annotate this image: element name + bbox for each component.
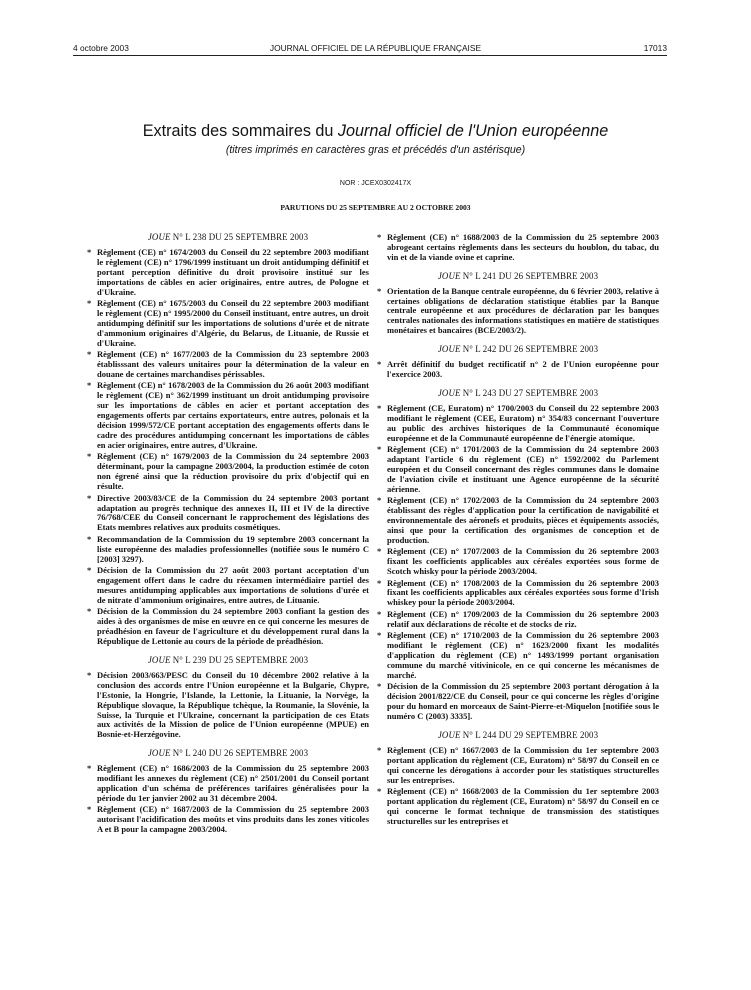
section-heading: [87, 749, 369, 759]
journal-name: JOURNAL OFFICIEL DE LA RÉPUBLIQUE FRANÇAISE: [269, 43, 482, 53]
summary-entry: * Règlement (CE) n° 1710/2003 de la Commission du 26 septembre 2003 modifiant le règlement (CE) n° 1623/2000 fixant les modalités d'application du règlement (CE) n° 1493/1999 portant organisation commune du marché vitivinicole, en ce qui concerne les mécanismes de marché.: [377, 631, 659, 681]
page-title: [0, 121, 751, 141]
section-heading: [87, 656, 369, 666]
summary-entry: * Directive 2003/83/CE de la Commission du 24 septembre 2003 portant adaptation au progrès technique des annexes II, III et IV de la directive 76/768/CEE du Conseil concernant le rapprochement des législations des Etats membres relatives aux produits cosmétiques.: [87, 494, 369, 534]
parutions-heading: PARUTIONS DU 25 SEPTEMBRE AU 2 OCTOBRE 2003: [280, 203, 471, 212]
section-heading: [377, 345, 659, 355]
summary-entry: * Règlement (CE) n° 1687/2003 de la Commission du 25 septembre 2003 autorisant l'acidification des moûts et vins produits dans les zones viticoles A et B pour la campagne 2003/2004.: [87, 805, 369, 835]
summary-entry: * Règlement (CE) n° 1688/2003 de la Commission du 25 septembre 2003 abrogeant certains règlements dans les secteurs du houblon, du tabac, du vin et de la viande ovine et caprine.: [377, 233, 659, 263]
section-journal: JOUE: [147, 655, 171, 665]
section-journal: JOUE: [437, 270, 461, 281]
title-journal: Journal officiel de l'Union européenne: [337, 122, 609, 140]
summary-entry: * Règlement (CE) n° 1674/2003 du Conseil du 22 septembre 2003 modifiant le règlement (CE) n° 1796/1999 instituant un droit antidumping définitif et portant perception définitive du droit provisoire institué sur les importations de câbles en acier originaires, entre autres, de Pologne et d'Ukraine.: [87, 248, 369, 298]
summary-entry: * Règlement (CE) n° 1709/2003 de la Commission du 26 septembre 2003 relatif aux déclarations de récolte et de stocks de riz.: [377, 610, 659, 630]
header-rule: [73, 55, 667, 56]
summary-entry: * Règlement (CE) n° 1708/2003 de la Commission du 26 septembre 2003 fixant les coefficients applicables aux céréales exportées sous forme d'Irish whiskey pour la période 2003/2004.: [377, 579, 659, 609]
summary-entry: * Règlement (CE) n° 1686/2003 de la Commission du 25 septembre 2003 modifiant les annexes du règlement (CE) n° 2501/2001 du Conseil portant application d'un schéma de préférences tarifaires généralisées pour la période du 1er janvier 2002 au 31 décembre 2004.: [87, 764, 369, 804]
section-issue: N° L 244 DU 29 SEPTEMBRE 2003: [460, 730, 599, 741]
page-number: 17013: [643, 43, 667, 53]
summary-entry: * Règlement (CE) n° 1667/2003 de la Commission du 1er septembre 2003 portant application du règlement (CE, Euratom) n° 58/97 du Conseil en ce qui concerne les dérogations à accorder pour les statistiques structurelles sur les entreprises.: [377, 746, 659, 786]
left-column: [87, 233, 369, 837]
summary-entry: * Règlement (CE) n° 1679/2003 de la Commission du 24 septembre 2003 déterminant, pour la campagne 2003/2004, la production estimée de coton non égrené ainsi que la réduction provisoire du prix d'objectif qui en résulte.: [87, 452, 369, 492]
section-journal: JOUE: [147, 232, 171, 242]
summary-entry: * Orientation de la Banque centrale européenne, du 6 février 2003, relative à certaines obligations de déclaration statistique établies par la Banque centrale européenne et aux procédures de déclaration par les banques centrales nationales des informations statistiques en matière de statistiques monétaires et bancaires (BCE/2003/2).: [377, 287, 659, 337]
summary-entry: * Règlement (CE, Euratom) n° 1700/2003 du Conseil du 22 septembre 2003 modifiant le règlement (CEE, Euratom) n° 354/83 concernant l'ouverture au public des archives historiques de la Communauté économique européenne et de la Communauté européenne de l'énergie atomique.: [377, 404, 659, 444]
summary-entry: * Règlement (CE) n° 1677/2003 de la Commission du 23 septembre 2003 établisssant des valeurs unitaires pour la détermination de la valeur en douane de certaines marchandises périssables.: [87, 350, 369, 380]
nor-reference: NOR : JCEX0302417X: [339, 180, 412, 187]
right-column: [377, 233, 659, 828]
summary-entry: * Règlement (CE) n° 1668/2003 de la Commission du 1er septembre 2003 portant application du règlement (CE, Euratom) n° 58/97 du Conseil en ce qui concerne le format technique de transmission des statistiques structurelles sur les entreprises et: [377, 787, 659, 827]
section-heading: [87, 233, 369, 243]
page-header: [0, 40, 751, 56]
section-heading: [377, 389, 659, 399]
section-heading: [377, 272, 659, 282]
summary-entry: * Règlement (CE) n° 1707/2003 de la Commission du 26 septembre 2003 fixant les coefficients applicables aux céréales exportées sous forme de Scotch whisky pour la période 2003/2004.: [377, 547, 659, 577]
section-journal: JOUE: [437, 387, 461, 398]
issue-date: 4 octobre 2003: [73, 43, 129, 53]
summary-entry: * Règlement (CE) n° 1675/2003 du Conseil du 22 septembre 2003 modifiant le règlement (CE) n° 1995/2000 du Conseil instituant, entre autres, un droit antidumping définitif sur les importations de solutions d'urée et de nitrate d'ammonium originaires d'Algérie, du Belarus, de Lituanie, de Russie et d'Ukraine.: [87, 299, 369, 349]
summary-entry: * Décision de la Commission du 25 septembre 2003 portant dérogation à la décision 2001/822/CE du Conseil, pour ce qui concerne les règles d'origine pour du homard en morceaux de Saint-Pierre-et-Miquelon [notifiée sous le numéro C (2003) 3335].: [377, 682, 659, 722]
summary-entry: * Règlement (CE) n° 1678/2003 de la Commission du 26 août 2003 modifiant le règlement (CE) n° 362/1999 instituant un droit antidumping provisoire sur les importations de câbles en acier et portant acceptation des engagements offerts par certains exportateurs, entre autres, polonais et la décision 1999/572/CE portant acceptation des engagements offerts dans le cadre des procédures antidumping concernant les importations de câbles en acier originaires, entre autres, d'Ukraine.: [87, 381, 369, 450]
summary-entry: * Règlement (CE) n° 1701/2003 de la Commission du 24 septembre 2003 adaptant l'article 6 du règlement (CE) n° 1592/2002 du Parlement européen et du Conseil concernant des règles communes dans le domaine de l'aviation civile et instituant une Agence européenne de la sécurité aérienne.: [377, 445, 659, 495]
section-issue: N° L 239 DU 25 SEPTEMBRE 2003: [170, 655, 309, 665]
section-issue: N° L 238 DU 25 SEPTEMBRE 2003: [170, 232, 309, 242]
section-journal: JOUE: [437, 730, 461, 741]
summary-entry: * Décision de la Commission du 27 août 2003 portant acceptation d'un engagement offert dans le cadre du réexamen intermédiaire partiel des mesures antidumping applicables aux importations de solutions d'urée et de nitrate d'ammonium originaires, entre autres, de Lituanie.: [87, 566, 369, 606]
section-journal: JOUE: [437, 344, 461, 355]
section-issue: N° L 240 DU 26 SEPTEMBRE 2003: [170, 748, 309, 759]
section-issue: N° L 241 DU 26 SEPTEMBRE 2003: [460, 270, 599, 281]
summary-entry: * Décision 2003/663/PESC du Conseil du 10 décembre 2002 relative à la conclusion des accords entre l'Union européenne et la Bulgarie, Chypre, l'Estonie, la Hongrie, l'Islande, la Lettonie, la Lituanie, la Norvège, la République slovaque, la République tchèque, la Roumanie, la Slovénie, la Suisse, la Turquie et l'Ukraine, concernant la participation de ces Etats aux activités de la Mission de police de l'Union européenne (MPUE) en Bosnie-et-Herzégovine.: [87, 671, 369, 740]
section-heading: [377, 731, 659, 741]
summary-entry: * Décision de la Commission du 24 septembre 2003 confiant la gestion des aides à des organismes de mise en œuvre en ce qui concerne les mesures de préadhésion en faveur de l'agriculture et du développement rural dans la République de Lettonie au cours de la période de préadhésion.: [87, 607, 369, 647]
summary-entry: * Règlement (CE) n° 1702/2003 de la Commission du 24 septembre 2003 établissant des règles d'application pour la certification de navigabilité et environnementale des aéronefs et produits, pièces et équipements associés, ainsi que pour la certification des organismes de conception et de production.: [377, 496, 659, 546]
summary-entry: * Arrêt définitif du budget rectificatif n° 2 de l'Union européenne pour l'exercice 2003.: [377, 360, 659, 380]
title-prefix: Extraits des sommaires du: [142, 122, 338, 140]
section-issue: N° L 242 DU 26 SEPTEMBRE 2003: [460, 344, 599, 355]
page-subtitle: (titres imprimés en caractères gras et précédés d'un astérisque): [225, 144, 526, 156]
section-issue: N° L 243 DU 27 SEPTEMBRE 2003: [460, 387, 599, 398]
summary-entry: * Recommandation de la Commission du 19 septembre 2003 concernant la liste européenne des maladies professionnelles (notifiée sous le numéro C [2003] 3297).: [87, 535, 369, 565]
section-journal: JOUE: [147, 748, 171, 759]
